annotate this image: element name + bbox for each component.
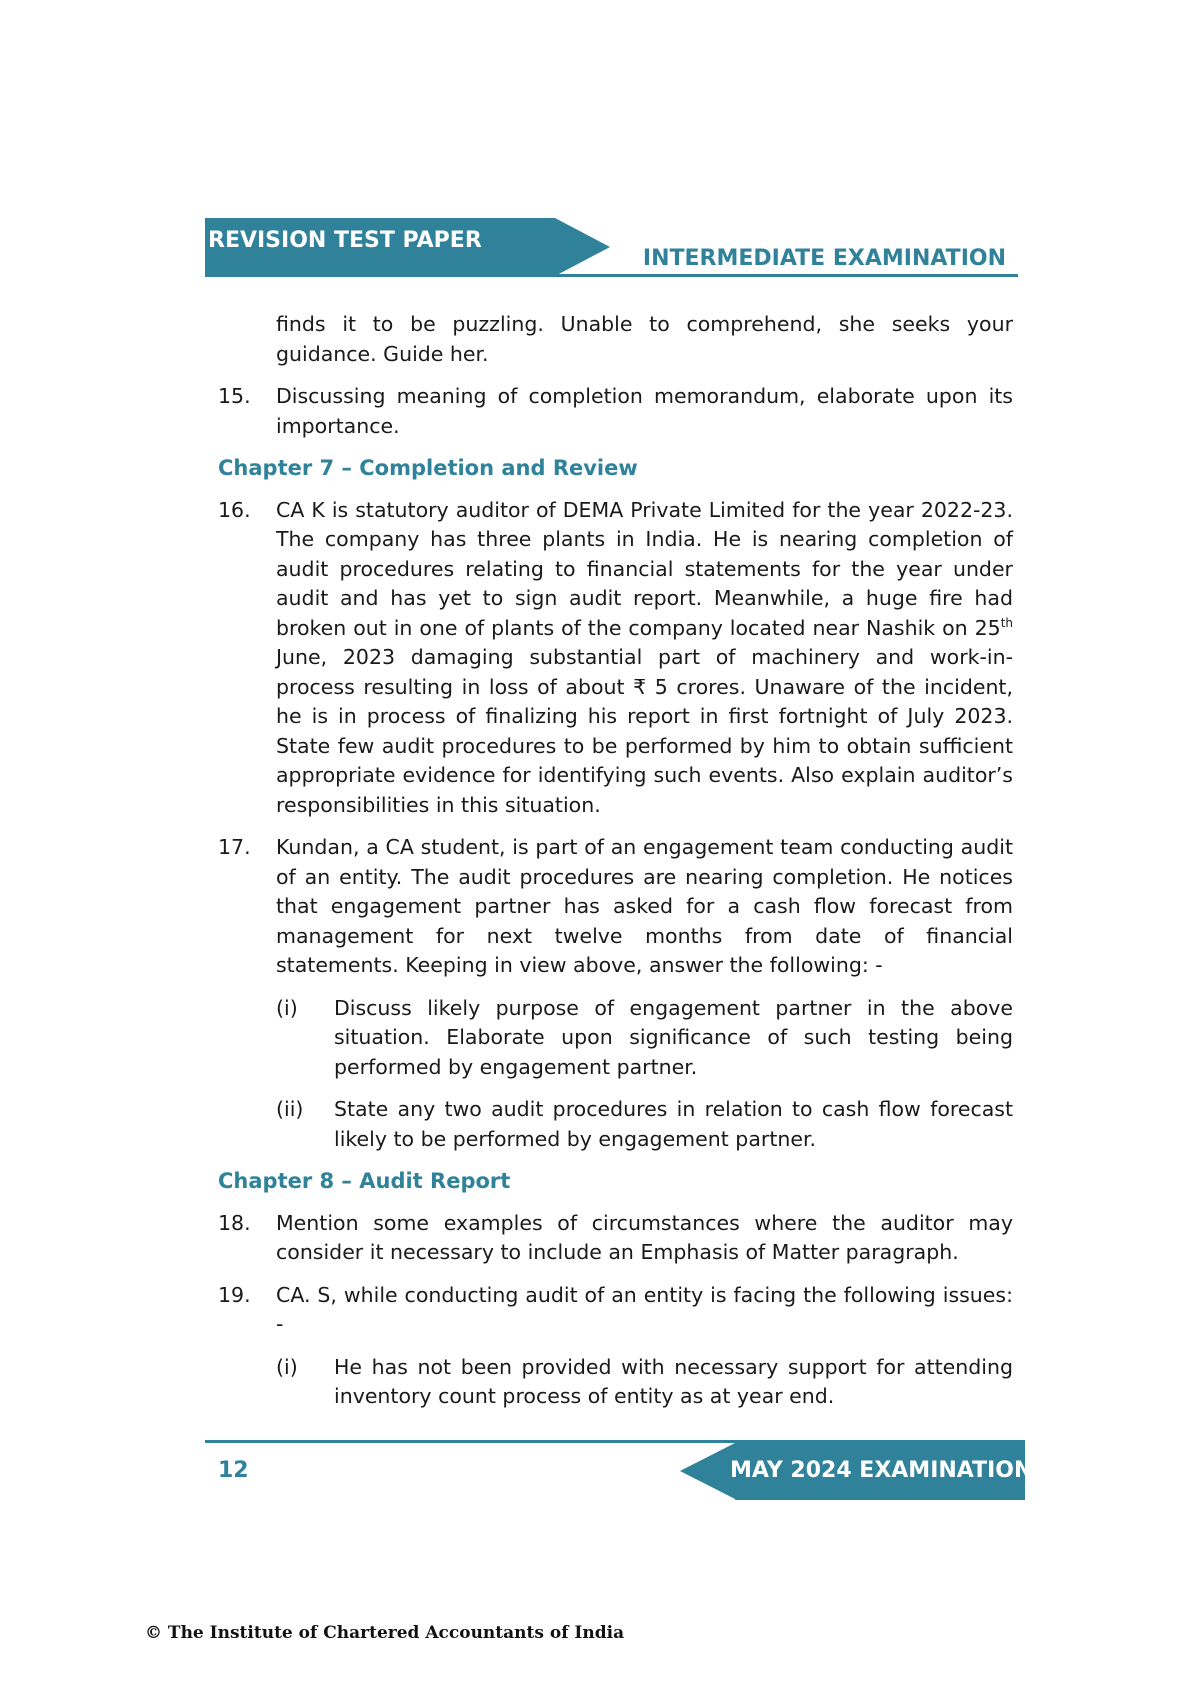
header-exam-label: INTERMEDIATE EXAMINATION [642,246,1006,271]
question-text-part-b: June, 2023 damaging substantial part of machinery and work-in-process resulting in loss of about ₹ 5 crores. Unaware of the incident, he is in process of finalizing his report in first fortnight of July 2023. State few audit procedures to be performed by him to obtain sufficient appropriate evidence for identifying such events. Also explain auditor’s responsibilities in this situation. [276,645,1013,817]
question-18 [218,1209,1013,1268]
sub-question-text: Discuss likely purpose of engagement partner in the above situation. Elaborate upon significance of such testing being performed by engagement partner. [334,995,1013,1079]
question-number: 15. [218,384,251,408]
page-content [218,310,1013,1425]
question-text [276,496,1013,821]
continuation-text: finds it to be puzzling. Unable to comprehend, she seeks your guidance. Guide her. [276,312,1013,366]
question-text: Discussing meaning of completion memorandum, elaborate upon its importance. [276,384,1013,438]
chapter-8-heading: Chapter 8 – Audit Report [218,1169,511,1193]
question-number: 16. [218,497,251,522]
question-number: 17. [218,835,251,859]
footer-exam-label: MAY 2024 EXAMINATION [730,1458,1033,1483]
question-19 [218,1281,1013,1340]
page-number: 12 [218,1458,249,1483]
question-number: 18. [218,1210,251,1235]
chapter-7-heading: Chapter 7 – Completion and Review [218,456,638,480]
sub-question-17-ii [276,1095,1013,1154]
question-text: Mention some examples of circumstances where the auditor may consider it necessary to include an Emphasis of Matter paragraph. [276,1210,1013,1264]
ordinal-suffix: th [1000,615,1013,630]
sub-question-17-i [276,994,1013,1083]
sub-question-19-i [276,1353,1013,1412]
header-banner-arrow [555,218,610,276]
sub-question-text: He has not been provided with necessary support for attending inventory count process of entity as at year end. [334,1354,1013,1408]
question-text: Kundan, a CA student, is part of an engagement team conducting audit of an entity. The audit procedures are nearing completion. He notices that engagement partner has asked for a cash flow forecast from management for next twelve months from date of financial statements. Keeping in view above, answer the following: - [276,835,1013,977]
sub-question-number: (i) [276,1354,298,1379]
question-16 [218,496,1013,821]
question-15 [218,382,1013,441]
header-rule [205,274,1018,277]
footer-banner-arrow [680,1443,735,1499]
question-text-part-a: CA K is statutory auditor of DEMA Private Limited for the year 2022-23. The company has three plants in India. He is nearing completion of audit procedures relating to financial statements for the year under audit and has yet to sign audit report. Meanwhile, a huge fire had broken out in one of plants of the company located near Nashik on 25 [276,497,1013,640]
sub-question-text: State any two audit procedures in relation to cash flow forecast likely to be performed by engagement partner. [334,1097,1013,1151]
sub-question-number: (i) [276,995,298,1020]
question-text: CA. S, while conducting audit of an entity is facing the following issues: - [276,1282,1013,1336]
copyright-notice: © The Institute of Chartered Accountants of India [145,1623,625,1643]
sub-question-number: (ii) [276,1097,304,1121]
question-17 [218,833,1013,981]
question-number: 19. [218,1282,251,1307]
header-banner-label: REVISION TEST PAPER [208,228,482,253]
